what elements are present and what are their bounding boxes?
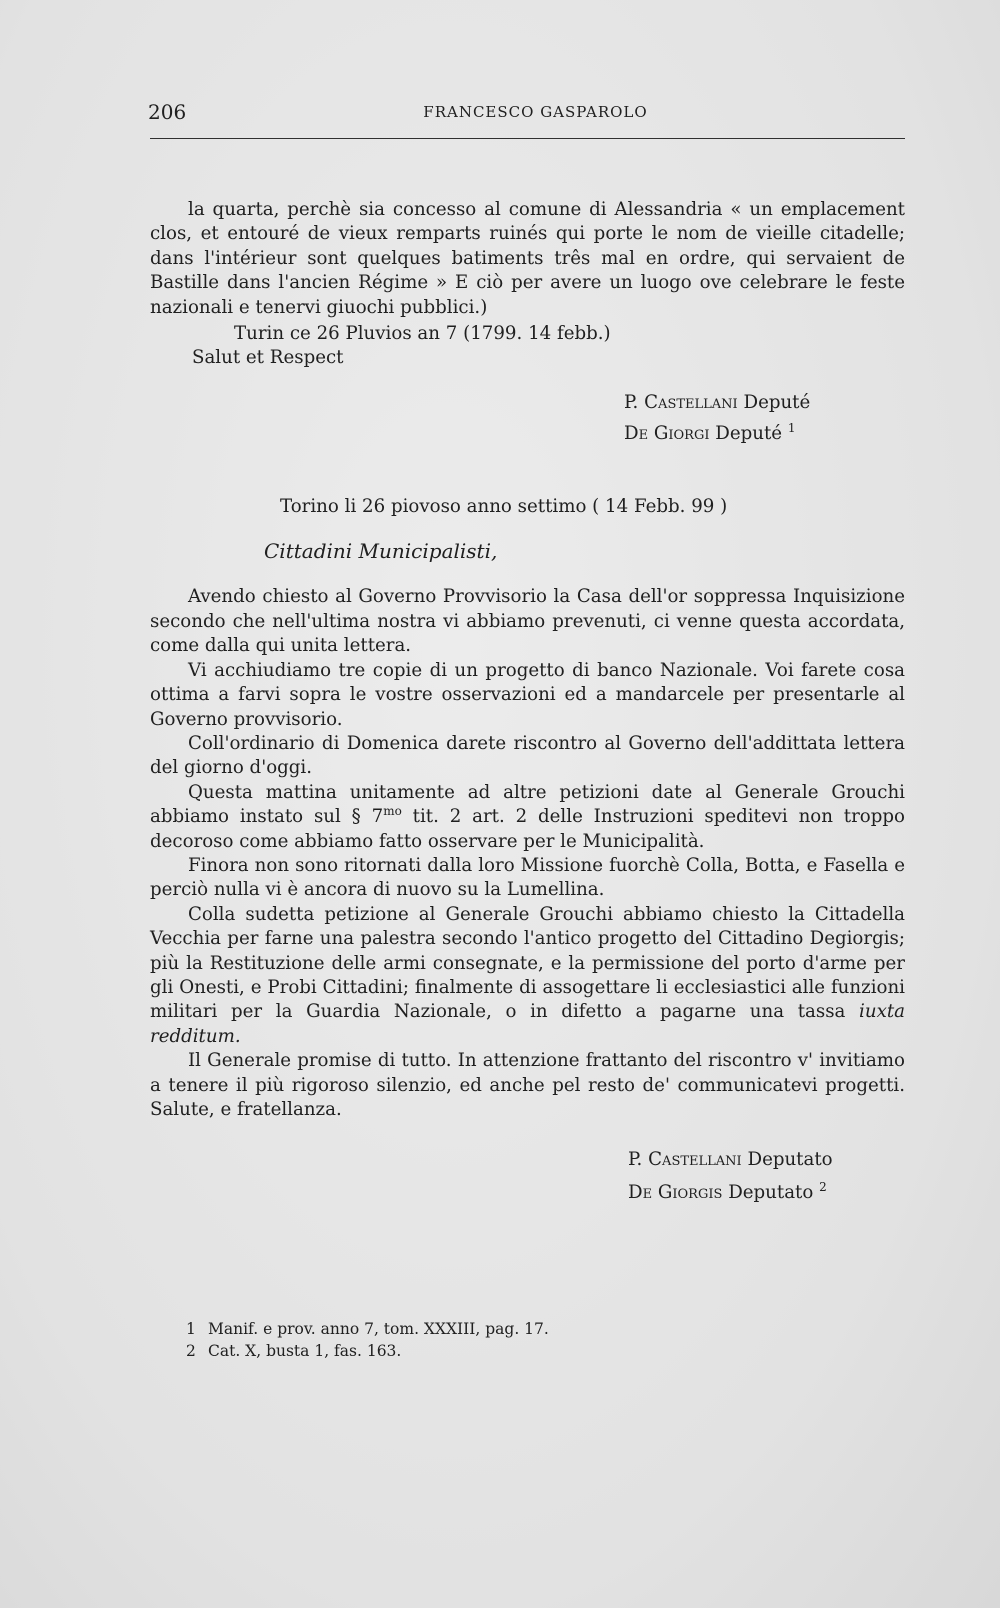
footnote-2: 2 Cat. X, busta 1, fas. 163. (186, 1342, 402, 1360)
page-header (148, 100, 905, 130)
letter1-dateline: Turin ce 26 Pluvios an 7 (1799. 14 febb.) (234, 323, 611, 345)
letter2-signature-degiorgis: De Giorgis Deputato $^2$ (628, 1179, 827, 1203)
letter2-paragraph-2: Vi acchiudiamo tre copie di un progetto di banco Nazionale. Voi farete cosa ottima a farvi sopra le vostre osservazioni ed a mandarcele per presentarle al Governo provvisorio. (150, 659, 905, 730)
letter2-signatures (628, 1148, 905, 1205)
continuation-paragraph: la quarta, perchè sia concesso al comune di Alessandria « un emplacement clos, et entouré de vieux remparts ruinés qui porte le nom de vieille citadelle; dans l'intérieur sont quelques batiments três mal en ordre, qui servaient de Bastille dans l'ancien Régime » E ciò per avere un luogo ove celebrare le feste nazionali e tenervi giuochi pubblici.) (150, 199, 905, 318)
footnote-1: 1 Manif. e prov. anno 7, tom. XXXIII, pag. 17. (186, 1320, 549, 1338)
page-number: 206 (148, 100, 187, 124)
page-body (150, 198, 905, 1205)
letter1-closing: Salut et Respect (192, 347, 344, 369)
footnotes (186, 1318, 906, 1362)
letter2-salutation: Cittadini Municipalisti, (264, 539, 498, 564)
letter2-paragraph-1: Avendo chiesto al Governo Provvisorio la Casa dell'or soppressa Inquisizione secondo che nell'ultima nostra vi abbiamo prevenuti, ci venne questa accordata, come dalla qui unita lettera. (150, 586, 905, 657)
letter2-paragraph-5: Finora non sono ritornati dalla loro Missione fuorchè Colla, Botta, e Fasella e perciò nulla vi è ancora di nuovo su la Lumellina. (150, 854, 905, 901)
letter2-signature-castellani: P. Castellani Deputato (628, 1149, 833, 1171)
letter2-paragraph-7: Il Generale promise di tutto. In attenzione frattanto del riscontro v' invitiamo a tenere il più rigoroso silenzio, ed anche pel resto de' communicatevi progetti. Salute, e fratellanza. (150, 1050, 905, 1120)
letter1-signatures (624, 391, 905, 447)
letter1-signature-castellani: P. Castellani Deputé (624, 391, 811, 413)
letter2-body (150, 585, 905, 1122)
letter2-paragraph-3: Coll'ordinario di Domenica darete riscontro al Governo dell'addittata lettera del giorno d'oggi. (150, 732, 905, 779)
footnote-marker-2: 2 (819, 1179, 827, 1194)
header-rule (150, 138, 905, 139)
letter2-dateline: Torino li 26 piovoso anno settimo ( 14 Febb. 99 ) (280, 495, 728, 517)
footnote-marker-1: 1 (787, 421, 796, 436)
letter1-signature-degiorgi: De Giorgi Deputé $^1$ (624, 421, 796, 445)
letter2-paragraph-4: Questa mattina unitamente ad altre petizioni date al Generale Grouchi abbiamo instato sul § $7^{mo}$ tit. 2 art. 2 delle Instruzioni speditevi non troppo decoroso come abbiamo fatto osservare per le Municipalità. (150, 781, 905, 852)
letter2-paragraph-6: Colla sudetta petizione al Generale Grouchi abbiamo chiesto la Cittadella Vecchia per farne una palestra secondo l'antico progetto del Cittadino Degiorgis; più la Restituzione delle armi consegnate, e la permissione del porto d'arme per gli Onesti, e Probi Cittadini; finalmente di assogettare li ecclesiastici alle funzioni militari per la Guardia Nazionale, o in difetto a pagarne una tassa iuxta redditum. (150, 903, 905, 1047)
running-head: FRANCESCO GASPAROLO (423, 103, 648, 121)
